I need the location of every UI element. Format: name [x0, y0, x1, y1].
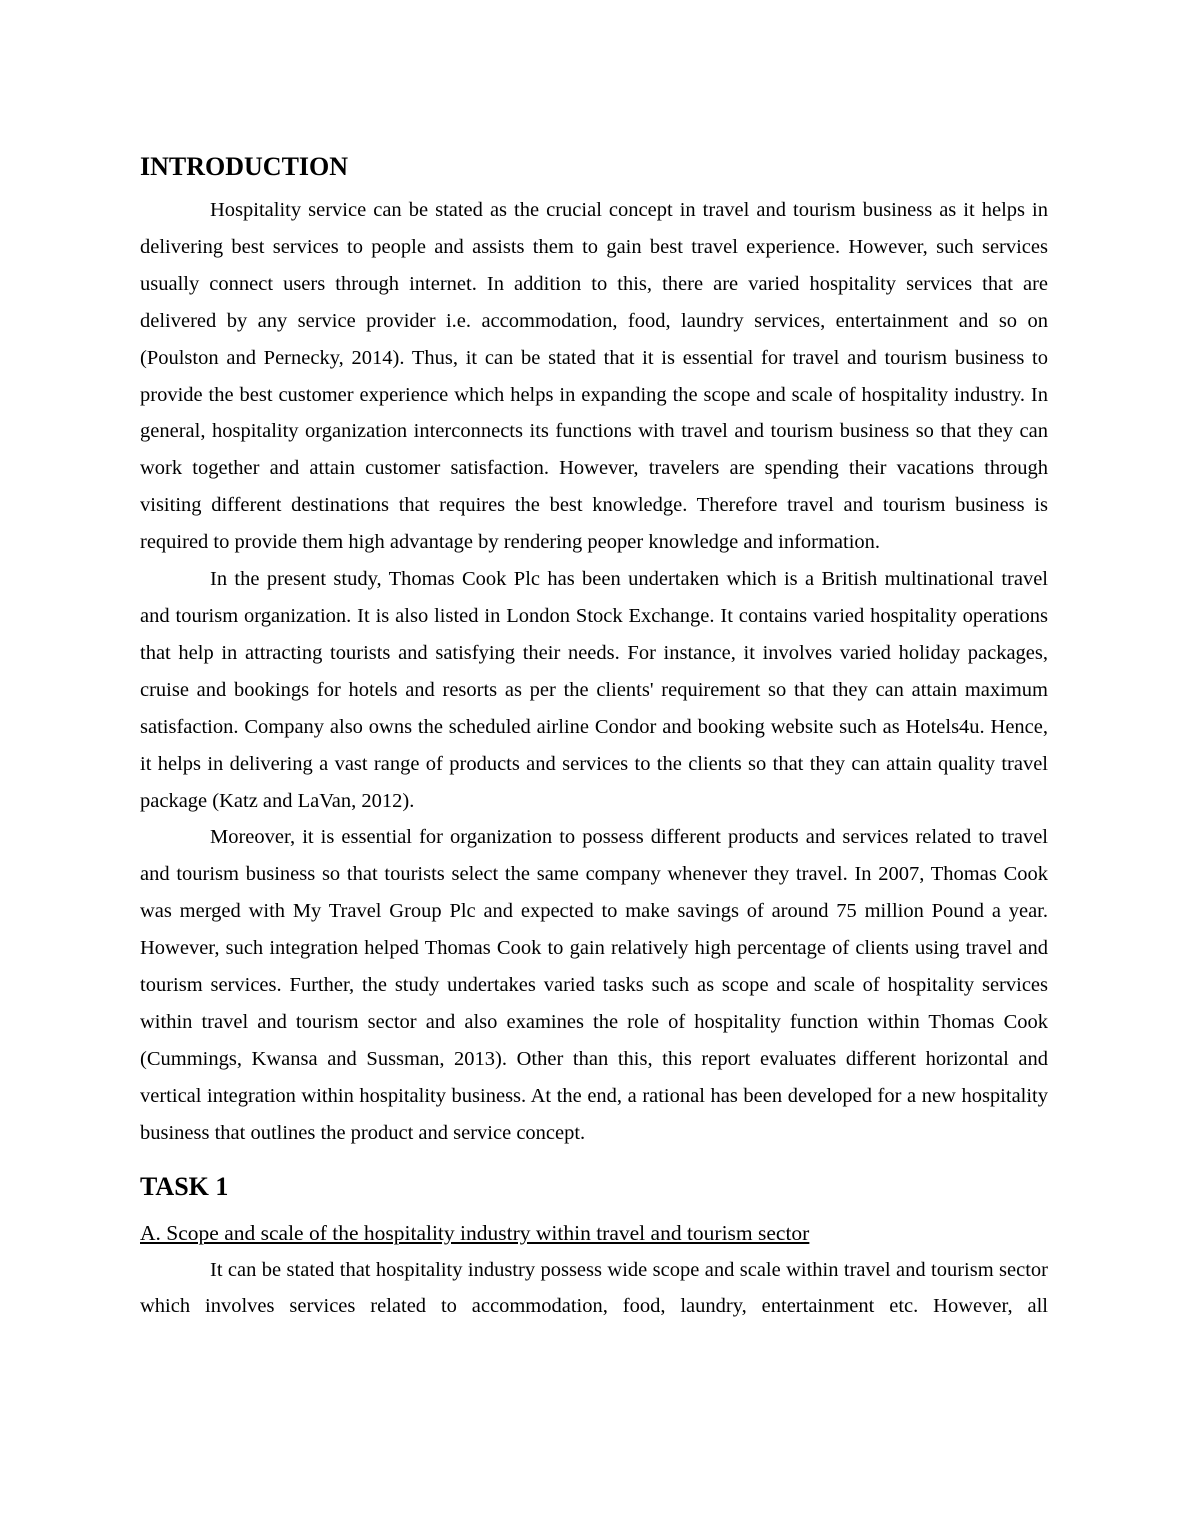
- intro-paragraph-2: In the present study, Thomas Cook Plc has been undertaken which is a British multinational travel and tourism organization. It is also listed in London Stock Exchange. It contains varied hospitality operations that help in attracting tourists and satisfying their needs. For instance, it involves varied holiday packages, cruise and bookings for hotels and resorts as per the clients' requirement so that they can attain maximum satisfaction. Company also owns the scheduled airline Condor and booking website such as Hotels4u. Hence, it helps in delivering a vast range of products and services to the clients so that they can attain quality travel package (Katz and LaVan, 2012).: [140, 568, 1048, 812]
- intro-paragraph-1: Hospitality service can be stated as the crucial concept in travel and tourism business as it helps in delivering best services to people and assists them to gain best travel experience. However, such services usually connect users through internet. In addition to this, there are varied hospitality services that are delivered by any service provider i.e. accommodation, food, laundry services, entertainment and so on (Poulston and Pernecky, 2014). Thus, it can be stated that it is essential for travel and tourism business to provide the best customer experience which helps in expanding the scope and scale of hospitality industry. In general, hospitality organization interconnects its functions with travel and tourism business so that they can work together and attain customer satisfaction. However, travelers are spending their vacations through visiting different destinations that requires the best knowledge. Therefore travel and tourism business is required to provide them high advantage by rendering peoper knowledge and information.: [140, 199, 1048, 554]
- introduction-heading: INTRODUCTION: [140, 152, 349, 181]
- document-page: [140, 150, 1048, 1325]
- intro-paragraph-3: Moreover, it is essential for organization to possess different products and services related to travel and tourism business so that tourists select the same company whenever they travel. In 2007, Thomas Cook was merged with My Travel Group Plc and expected to make savings of around 75 million Pound a year. However, such integration helped Thomas Cook to gain relatively high percentage of clients using travel and tourism services. Further, the study undertakes varied tasks such as scope and scale of hospitality services within travel and tourism sector and also examines the role of hospitality function within Thomas Cook (Cummings, Kwansa and Sussman, 2013). Other than this, this report evaluates different horizontal and vertical integration within hospitality business. At the end, a rational has been developed for a new hospitality business that outlines the product and service concept.: [140, 826, 1048, 1144]
- task1-heading: TASK 1: [140, 1171, 229, 1201]
- task1-a-paragraph-1: It can be stated that hospitality industry possess wide scope and scale within travel and tourism sector which involves services related to accommodation, food, laundry, entertainment etc. However, all: [140, 1258, 1048, 1318]
- section-a-heading: A. Scope and scale of the hospitality industry within travel and tourism sector: [140, 1220, 810, 1245]
